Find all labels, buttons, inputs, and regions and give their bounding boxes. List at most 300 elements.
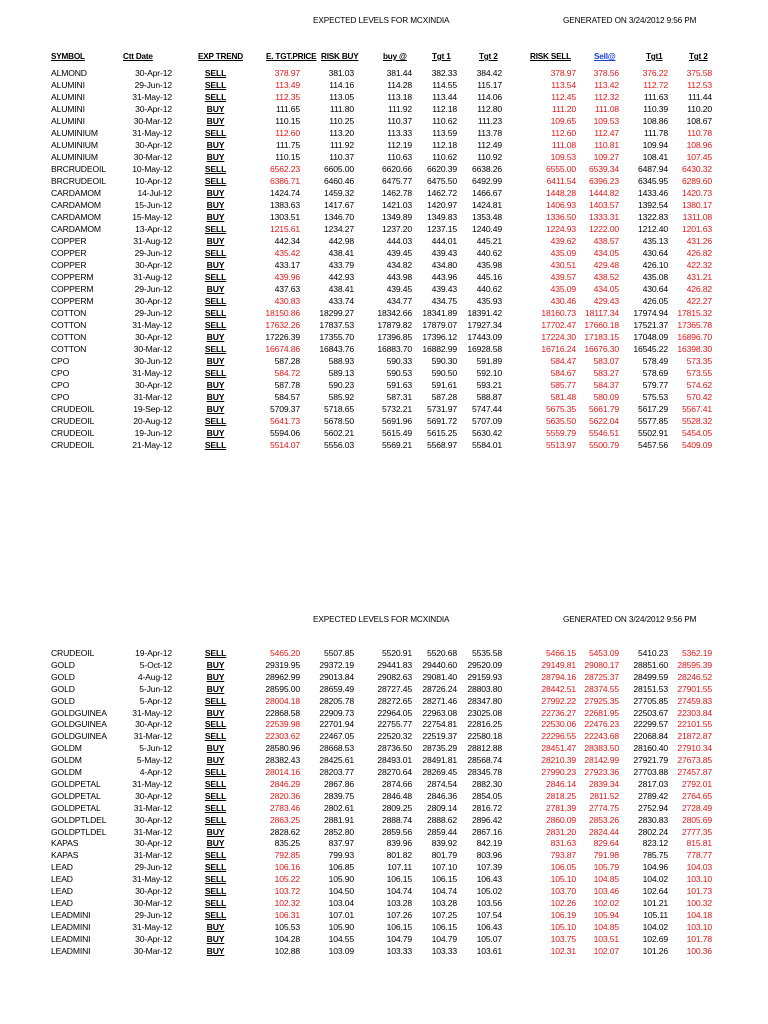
cell-exp-trend: SELL [204,874,227,885]
cell-buy-tgt1: 104.79 [431,933,457,944]
cell-sell-tgt1: 376.22 [642,68,668,78]
table-row [0,921,768,933]
cell-sell-tgt1: 17521.37 [633,320,668,330]
cell-sell-at: 102.02 [593,897,619,908]
cell-buy-tgt2: 588.87 [476,392,502,402]
cell-buy-tgt2: 803.96 [476,850,502,861]
cell-symbol: KAPAS [51,850,79,861]
cell-exp-trend: SELL [204,224,227,234]
cell-buy-tgt1: 22754.81 [422,719,457,730]
cell-sell-tgt2: 2728.49 [681,802,712,813]
cell-sell-tgt2: 17365.78 [677,320,712,330]
cell-sell-at: 28725.37 [584,671,619,682]
table-row [0,91,768,103]
cell-e-tgt-price: 103.72 [274,886,300,896]
cell-buy-at: 1349.89 [381,212,412,222]
cell-exp-trend: BUY [206,332,225,342]
cell-risk-sell: 109.65 [550,116,576,126]
cell-e-tgt-price: 29319.95 [265,659,300,670]
cell-buy-tgt2: 6492.99 [471,176,502,186]
cell-e-tgt-price: 113.49 [275,80,300,90]
cell-buy-tgt2: 1466.67 [471,188,502,198]
table-row [0,283,768,295]
cell-ctt-date: 31-Mar-12 [133,731,172,742]
cell-risk-buy: 1459.32 [323,188,354,198]
cell-buy-tgt1: 17396.12 [422,332,457,342]
cell-buy-tgt1: 801.79 [431,850,457,861]
cell-buy-tgt2: 107.39 [476,862,502,873]
cell-sell-tgt2: 431.26 [686,236,712,246]
cell-risk-buy: 5718.65 [323,404,354,414]
table-row [0,379,768,391]
cell-sell-tgt1: 104.02 [642,921,668,932]
cell-sell-tgt2: 422.27 [686,296,712,306]
cell-e-tgt-price: 111.65 [275,104,300,114]
cell-exp-trend: SELL [204,909,227,920]
cell-risk-buy: 6460.46 [323,176,354,186]
cell-exp-trend: BUY [206,200,225,210]
table-row [0,247,768,259]
cell-risk-sell: 102.26 [550,897,576,908]
cell-risk-sell: 17224.30 [541,332,576,342]
cell-buy-at: 28493.01 [377,755,412,766]
cell-exp-trend: BUY [206,356,225,366]
cell-buy-tgt1: 434.80 [431,260,457,270]
cell-e-tgt-price: 18150.86 [265,308,300,318]
cell-exp-trend: SELL [204,440,227,450]
cell-exp-trend: BUY [206,838,225,849]
cell-risk-buy: 5556.03 [323,440,354,450]
cell-sell-tgt2: 5454.05 [681,428,712,438]
cell-risk-sell: 18160.73 [541,308,576,318]
cell-e-tgt-price: 105.53 [274,921,300,932]
cell-risk-sell: 5675.35 [545,404,576,414]
cell-risk-sell: 5635.50 [545,416,576,426]
cell-e-tgt-price: 28004.18 [265,695,300,706]
cell-buy-tgt2: 17927.34 [467,320,502,330]
cell-symbol: BRCRUDEOIL [51,176,106,186]
cell-risk-buy: 1417.67 [323,200,354,210]
cell-sell-at: 109.53 [593,116,619,126]
cell-e-tgt-price: 111.75 [275,140,300,150]
cell-buy-tgt2: 1353.48 [471,212,502,222]
cell-sell-tgt2: 101.73 [686,886,712,896]
cell-risk-buy: 837.97 [328,838,354,849]
cell-sell-at: 829.64 [593,838,619,849]
cell-risk-sell: 28794.16 [541,671,576,682]
cell-e-tgt-price: 1215.61 [269,224,300,234]
cell-buy-at: 590.53 [386,368,412,378]
cell-e-tgt-price: 2828.62 [269,826,300,837]
cell-risk-sell: 113.54 [551,80,576,90]
cell-buy-at: 434.82 [386,260,412,270]
cell-sell-tgt1: 426.05 [642,296,668,306]
cell-buy-tgt2: 445.21 [476,236,502,246]
cell-e-tgt-price: 5709.37 [269,404,300,414]
generated-timestamp: GENERATED ON 3/24/2012 9:56 PM [563,16,697,25]
cell-sell-at: 2811.52 [589,790,619,801]
cell-buy-tgt1: 2859.44 [426,826,457,837]
cell-exp-trend: SELL [204,272,227,282]
cell-risk-buy: 433.79 [328,260,354,270]
cell-buy-tgt1: 29081.40 [422,671,457,682]
cell-sell-tgt1: 108.41 [642,152,668,162]
cell-sell-tgt1: 430.64 [642,248,668,258]
cell-buy-tgt2: 842.19 [476,838,502,849]
cell-sell-tgt1: 575.53 [642,392,668,402]
cell-buy-tgt1: 590.50 [431,368,457,378]
cell-symbol: CPO [51,392,70,402]
cell-buy-at: 434.77 [386,296,412,306]
cell-exp-trend: BUY [206,380,225,390]
cell-ctt-date: 30-Apr-12 [135,790,172,801]
cell-symbol: COTTON [51,308,87,318]
cell-buy-at: 29082.63 [377,671,412,682]
cell-sell-at: 109.27 [593,152,619,162]
cell-buy-tgt2: 2854.05 [471,790,502,801]
cell-buy-tgt1: 22963.08 [422,707,457,718]
cell-sell-tgt1: 27921.79 [633,755,668,766]
cell-risk-buy: 28668.53 [319,743,354,754]
cell-symbol: COPPERM [51,272,94,282]
cell-risk-sell: 435.09 [550,248,576,258]
cell-sell-at: 1403.57 [588,200,619,210]
cell-sell-tgt1: 578.49 [642,356,668,366]
cell-exp-trend: SELL [204,897,227,908]
cell-sell-tgt2: 17815.32 [677,308,712,318]
cell-symbol: LEADMINI [51,921,91,932]
cell-buy-tgt2: 112.80 [477,104,502,114]
cell-buy-at: 22755.77 [377,719,412,730]
cell-risk-sell: 105.10 [550,874,576,885]
cell-sell-tgt1: 2789.42 [637,790,668,801]
cell-exp-trend: SELL [204,814,227,825]
header-sell-at: Sell@ [594,52,616,61]
cell-symbol: COPPERM [51,296,94,306]
cell-e-tgt-price: 110.15 [275,152,300,162]
cell-buy-at: 106.15 [386,921,412,932]
cell-sell-tgt2: 2764.65 [681,790,712,801]
cell-sell-tgt2: 375.58 [686,68,712,78]
cell-ctt-date: 31-Mar-12 [133,850,172,861]
cell-symbol: GOLD [51,671,75,682]
cell-e-tgt-price: 5641.73 [269,416,300,426]
cell-ctt-date: 31-May-12 [132,778,172,789]
cell-sell-at: 584.37 [593,380,619,390]
cell-sell-at: 438.57 [593,236,619,246]
cell-symbol: COPPERM [51,284,94,294]
cell-ctt-date: 31-May-12 [132,320,172,330]
cell-exp-trend: SELL [204,731,227,742]
cell-exp-trend: SELL [204,320,227,330]
cell-buy-at: 28727.45 [377,683,412,694]
cell-risk-sell: 16716.24 [541,344,576,354]
cell-e-tgt-price: 17632.26 [265,320,300,330]
cell-sell-tgt1: 5617.29 [637,404,668,414]
cell-symbol: ALMOND [51,68,87,78]
cell-exp-trend: BUY [206,921,225,932]
cell-risk-buy: 442.98 [328,236,354,246]
cell-sell-tgt2: 28595.39 [677,659,712,670]
cell-buy-tgt1: 439.43 [431,284,457,294]
cell-sell-tgt1: 16545.22 [633,344,668,354]
cell-sell-at: 27923.36 [584,767,619,777]
cell-e-tgt-price: 584.57 [274,392,300,402]
cell-sell-at: 28142.99 [584,755,619,766]
cell-sell-at: 1444.82 [588,188,619,198]
cell-buy-tgt2: 5535.58 [471,648,502,658]
cell-sell-tgt2: 111.44 [687,92,712,102]
cell-sell-tgt1: 101.26 [642,945,668,956]
cell-risk-sell: 112.60 [551,128,576,138]
cell-symbol: LEADMINI [51,933,91,944]
cell-risk-sell: 5559.79 [545,428,576,438]
cell-exp-trend: BUY [206,236,225,246]
table-row [0,151,768,163]
cell-buy-tgt2: 28812.88 [467,743,502,754]
cell-risk-buy: 28203.77 [319,767,354,777]
cell-buy-tgt2: 113.78 [477,128,502,138]
cell-sell-tgt1: 105.11 [643,909,668,920]
generated-timestamp: GENERATED ON 3/24/2012 9:56 PM [563,615,697,624]
cell-ctt-date: 31-Mar-12 [133,802,172,813]
cell-buy-at: 103.33 [386,945,412,956]
cell-e-tgt-price: 584.72 [274,368,300,378]
cell-sell-tgt2: 6289.60 [681,176,712,186]
cell-sell-tgt2: 5567.41 [681,404,712,414]
cell-sell-tgt1: 1392.54 [637,200,668,210]
cell-buy-tgt1: 839.92 [431,838,457,849]
cell-risk-buy: 589.13 [328,368,354,378]
cell-exp-trend: BUY [206,659,225,670]
cell-risk-sell: 102.31 [550,945,576,956]
cell-sell-at: 105.94 [593,909,619,920]
cell-buy-tgt1: 1420.97 [426,200,457,210]
cell-symbol: COTTON [51,332,87,342]
cell-sell-at: 22243.68 [584,731,619,742]
table-row [0,127,768,139]
cell-risk-sell: 28442.51 [541,683,576,694]
cell-risk-buy: 2867.86 [323,778,354,789]
cell-exp-trend: BUY [206,683,225,694]
cell-exp-trend: BUY [206,671,225,682]
cell-ctt-date: 30-Apr-12 [135,886,172,896]
cell-sell-tgt1: 17974.94 [633,308,668,318]
cell-sell-tgt1: 22068.84 [633,731,668,742]
cell-exp-trend: SELL [204,778,227,789]
cell-e-tgt-price: 587.28 [274,356,300,366]
table-row [0,307,768,319]
cell-ctt-date: 30-Jun-12 [134,356,172,366]
cell-risk-buy: 1346.70 [323,212,354,222]
cell-sell-tgt2: 1380.17 [681,200,712,210]
cell-sell-at: 583.27 [593,368,619,378]
cell-buy-tgt1: 103.33 [431,945,457,956]
cell-e-tgt-price: 442.34 [274,236,300,246]
cell-sell-tgt2: 778.77 [686,850,712,861]
cell-risk-buy: 106.85 [328,862,354,873]
cell-risk-buy: 799.93 [328,850,354,861]
cell-risk-buy: 381.03 [328,68,354,78]
cell-sell-at: 113.42 [594,80,619,90]
cell-buy-tgt1: 5568.97 [426,440,457,450]
cell-risk-sell: 584.47 [550,356,576,366]
cell-exp-trend: BUY [206,152,225,162]
cell-buy-tgt1: 106.15 [431,874,457,885]
cell-sell-tgt2: 5528.32 [681,416,712,426]
cell-sell-tgt1: 109.94 [642,140,668,150]
cell-symbol: ALUMINIUM [51,152,98,162]
cell-ctt-date: 30-Mar-12 [133,945,172,956]
table-row [0,826,768,838]
cell-exp-trend: BUY [206,428,225,438]
table-row [0,403,768,415]
table-row [0,343,768,355]
cell-risk-buy: 590.23 [328,380,354,390]
cell-risk-sell: 28451.47 [541,743,576,754]
cell-buy-tgt1: 1349.83 [426,212,457,222]
cell-risk-sell: 29149.81 [541,659,576,670]
cell-symbol: LEAD [51,862,73,873]
cell-exp-trend: BUY [206,392,225,402]
cell-ctt-date: 5-Apr-12 [139,695,172,706]
cell-ctt-date: 31-May-12 [132,92,172,102]
cell-sell-tgt2: 110.78 [687,128,712,138]
cell-buy-at: 28270.64 [377,767,412,777]
cell-sell-tgt1: 102.64 [642,886,668,896]
cell-buy-at: 1237.20 [381,224,412,234]
cell-symbol: CPO [51,356,70,366]
cell-buy-at: 104.74 [386,886,412,896]
cell-exp-trend: SELL [204,695,227,706]
table-row [0,837,768,849]
cell-symbol: CARDAMOM [51,212,101,222]
cell-risk-sell: 793.87 [550,850,576,861]
cell-sell-tgt2: 422.32 [686,260,712,270]
cell-sell-tgt2: 815.81 [686,838,712,849]
cell-symbol: GOLDPETAL [51,802,101,813]
cell-buy-tgt2: 5747.44 [471,404,502,414]
cell-risk-sell: 2860.09 [545,814,576,825]
cell-buy-tgt2: 593.21 [476,380,502,390]
cell-sell-tgt1: 578.69 [642,368,668,378]
table-row [0,742,768,754]
cell-sell-tgt1: 28160.40 [633,743,668,754]
cell-risk-buy: 442.93 [328,272,354,282]
cell-buy-tgt2: 1240.49 [471,224,502,234]
cell-risk-buy: 29013.84 [319,671,354,682]
cell-exp-trend: SELL [204,128,227,138]
cell-risk-sell: 831.63 [550,838,576,849]
cell-ctt-date: 30-Apr-12 [135,332,172,342]
cell-e-tgt-price: 1303.51 [269,212,300,222]
cell-buy-tgt1: 2809.14 [426,802,457,813]
cell-exp-trend: SELL [204,80,227,90]
cell-exp-trend: SELL [204,850,227,861]
cell-symbol: CRUDEOIL [51,648,95,658]
cell-risk-sell: 5513.97 [545,440,576,450]
cell-risk-sell: 112.45 [551,92,576,102]
cell-buy-tgt2: 22816.25 [467,719,502,730]
cell-buy-tgt1: 28491.81 [422,755,457,766]
cell-risk-buy: 2839.75 [323,790,354,801]
table-row [0,814,768,826]
cell-e-tgt-price: 105.22 [274,874,300,885]
cell-buy-tgt1: 113.44 [432,92,457,102]
cell-ctt-date: 14-Jul-12 [137,188,172,198]
cell-risk-buy: 1234.27 [323,224,354,234]
cell-risk-sell: 585.77 [550,380,576,390]
cell-sell-tgt2: 16398.30 [677,344,712,354]
cell-risk-buy: 103.04 [328,897,354,908]
cell-sell-at: 103.46 [593,886,619,896]
cell-sell-at: 27925.35 [584,695,619,706]
cell-e-tgt-price: 6562.23 [269,164,300,174]
cell-sell-at: 2839.34 [588,778,619,789]
table-row [0,115,768,127]
cell-buy-at: 103.28 [386,897,412,908]
cell-risk-buy: 111.92 [329,140,354,150]
table-row [0,175,768,187]
cell-risk-buy: 28659.49 [319,683,354,694]
cell-exp-trend: SELL [204,248,227,258]
cell-risk-buy: 438.41 [328,284,354,294]
cell-sell-tgt2: 108.96 [686,140,712,150]
cell-ctt-date: 30-Mar-12 [133,152,172,162]
cell-buy-at: 839.96 [386,838,412,849]
cell-ctt-date: 30-Apr-12 [135,838,172,849]
cell-ctt-date: 29-Jun-12 [134,248,172,258]
cell-buy-at: 2888.74 [381,814,412,825]
cell-buy-at: 587.31 [386,392,412,402]
table-row [0,259,768,271]
cell-ctt-date: 5-Jun-12 [139,743,172,754]
cell-buy-at: 107.11 [387,862,412,873]
cell-exp-trend: BUY [206,260,225,270]
table-row [0,319,768,331]
cell-symbol: ALUMINIUM [51,128,98,138]
cell-e-tgt-price: 17226.39 [265,332,300,342]
table-row [0,103,768,115]
cell-sell-at: 5546.51 [588,428,619,438]
table-row [0,235,768,247]
cell-sell-at: 18117.34 [584,308,619,318]
cell-buy-tgt1: 6475.50 [426,176,457,186]
cell-symbol: GOLDM [51,767,82,777]
cell-ctt-date: 30-Mar-12 [133,116,172,126]
cell-risk-sell: 109.53 [550,152,576,162]
cell-sell-tgt1: 5457.56 [637,440,668,450]
cell-sell-at: 378.56 [593,68,619,78]
cell-ctt-date: 5-May-12 [136,755,172,766]
table-row [0,766,768,778]
cell-risk-sell: 439.57 [550,272,576,282]
cell-exp-trend: BUY [206,284,225,294]
cell-ctt-date: 4-Apr-12 [139,767,172,777]
cell-e-tgt-price: 110.15 [275,116,300,126]
cell-ctt-date: 31-Aug-12 [133,236,172,246]
cell-buy-tgt2: 111.23 [477,116,502,126]
table-row [0,355,768,367]
cell-risk-buy: 6605.00 [323,164,354,174]
cell-exp-trend: BUY [206,212,225,222]
cell-symbol: CARDAMOM [51,188,101,198]
cell-buy-tgt1: 28735.29 [422,743,457,754]
header-exp-trend: EXP TREND [198,52,243,61]
cell-ctt-date: 10-Apr-12 [135,176,172,186]
table-row [0,659,768,671]
cell-sell-at: 29080.17 [584,659,619,670]
